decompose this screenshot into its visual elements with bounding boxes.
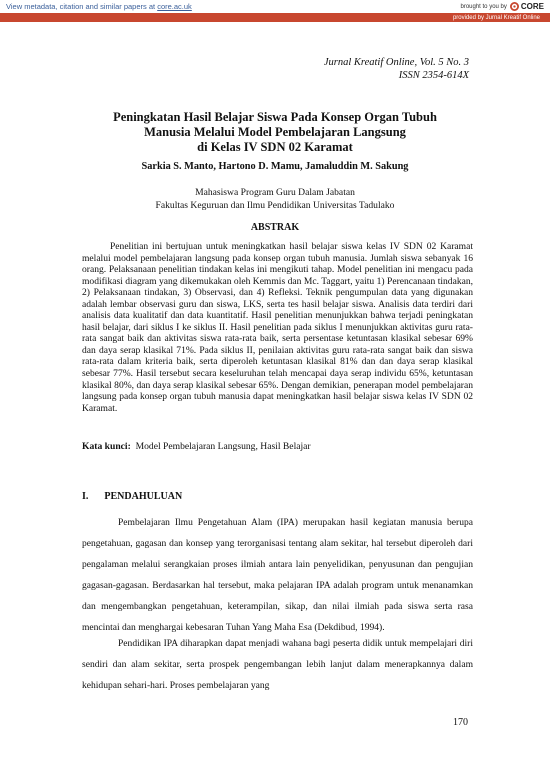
brought-by xyxy=(461,2,545,11)
authors: Sarkia S. Manto, Hartono D. Mamu, Jamaluddin M. Sakung xyxy=(141,161,409,172)
body-paragraph-2: Pendidikan IPA diharapkan dapat menjadi wahana bagi peserta didik untuk mempelajari diri sendiri dan alam sekitar, serta prospek pengembangan lebih lanjut dalam menerapkannya dalam kehidupan sehari-hari. Proses pembelajaran yang xyxy=(82,638,473,692)
core-logo-icon xyxy=(510,2,519,11)
section-number: I. xyxy=(82,491,89,502)
abstract-heading: ABSTRAK xyxy=(250,222,300,233)
brought-by-text: brought to you by xyxy=(460,3,507,10)
metadata-notice xyxy=(6,2,192,11)
affiliation-line-2: Fakultas Keguruan dan Ilmu Pendidikan Universitas Tadulako xyxy=(155,199,395,211)
affiliation-line-1: Mahasiswa Program Guru Dalam Jabatan xyxy=(195,187,355,198)
paper-title-line-3: di Kelas IV SDN 02 Karamat xyxy=(197,140,353,154)
core-logo-label: CORE xyxy=(520,2,544,11)
core-banner-top-row xyxy=(0,0,550,13)
body-paragraph-1: Pembelajaran Ilmu Pengetahuan Alam (IPA) merupakan hasil kegiatan manusia berupa pengetahuan, gagasan dan konsep yang terorganisasi tentang alam sekitar, hal tersebut diperoleh dari pengalaman melalui serangkaian proses ilmiah antara lain penyelidikan, penyusunan dan pengujian gagasan-gagasan. Berdasarkan hal tersebut, maka pelajaran IPA adalah program untuk menanamkan dan mengembangkan pengetahuan, keterampilan, sikap, dan nilai ilmiah pada siswa serta rasa mencintai dan menghargai kebesaran Tuhan Yang Maha Esa (Dekdibud, 1994). xyxy=(82,517,473,634)
core-banner xyxy=(0,0,550,22)
page-number: 170 xyxy=(453,717,468,728)
paper-title-line-1: Peningkatan Hasil Belajar Siswa Pada Konsep Organ Tubuh xyxy=(113,110,437,124)
journal-header xyxy=(324,57,469,82)
section-heading xyxy=(82,491,182,502)
paper-title xyxy=(0,110,550,155)
provided-by-bar xyxy=(0,13,550,22)
abstract-text: Penelitian ini bertujuan untuk meningkatkan hasil belajar siswa kelas IV SDN 02 Karamat melalui model pembelajaran langsung pada konsep organ tubuh manusia. Jumlah siswa sebanyak 16 orang. Pelaksanaan penelitian tindakan kelas ini mengikuti tahap. Model penelitian ini mengacu pada modifikasi diagram yang dikemukakan oleh Kemmis dan Mc. Taggart, yaitu 1) Perencanaan tindakan, 2) Pelaksanaan tindakan, 3) Observasi, dan 4) Refleksi. Teknik pengumpulan data yang digunakan adalah lembar observasi guru dan siswa, LKS, serta tes hasil belajar siswa. Analisis data terdiri dari analisis data kualitatif dan data kuantitatif. Hasil penelitian menunjukkan bahwa terjadi peningkatan hasil belajar, dari siklus I ke siklus II. Hasil penelitian pada siklus I menunjukkan aktivitas guru rata-rata sangat baik dan aktivitas siswa rata-rata baik, serta persentase ketuntasan klasikal sebesar 69% dan daya serap klasikal 71%. Pada siklus II, penilaian aktivitas guru rata-rata sangat baik dan siswa rata-rata dalam kriteria baik, serta diperoleh ketuntasan klasikal 81% dan dan daya serap klasikal sebesar 77%. Hasil tersebut secara keseluruhan telah mencapai daya serap individu 65%, ketuntasan klasikal 80%, dan daya serap klasikal sebesar 65%. Dengan demikian, penerapan model pembelajaran langsung pada konsep organ tubuh manusia dapat meningkatkan hasil belajar siswa kelas IV SDN 02 Karamat. xyxy=(82,241,473,414)
affiliation xyxy=(0,187,550,212)
paper-title-line-2: Manusia Melalui Model Pembelajaran Langsung xyxy=(144,125,406,139)
core-link[interactable]: core.ac.uk xyxy=(157,2,192,11)
keywords xyxy=(82,441,311,452)
journal-issn: ISSN 2354-614X xyxy=(398,69,469,81)
metadata-notice-text: View metadata, citation and similar papers at xyxy=(6,2,158,11)
provided-by-text: provided by Jurnal Kreatif Online xyxy=(452,14,540,21)
section-title: PENDAHULUAN xyxy=(104,491,183,502)
keywords-label: Kata kunci: xyxy=(82,441,131,452)
journal-name: Jurnal Kreatif Online, Vol. 5 No. 3 xyxy=(323,57,469,68)
keywords-value: Model Pembelajaran Langsung, Hasil Belajar xyxy=(135,441,311,452)
core-logo[interactable] xyxy=(510,2,544,11)
